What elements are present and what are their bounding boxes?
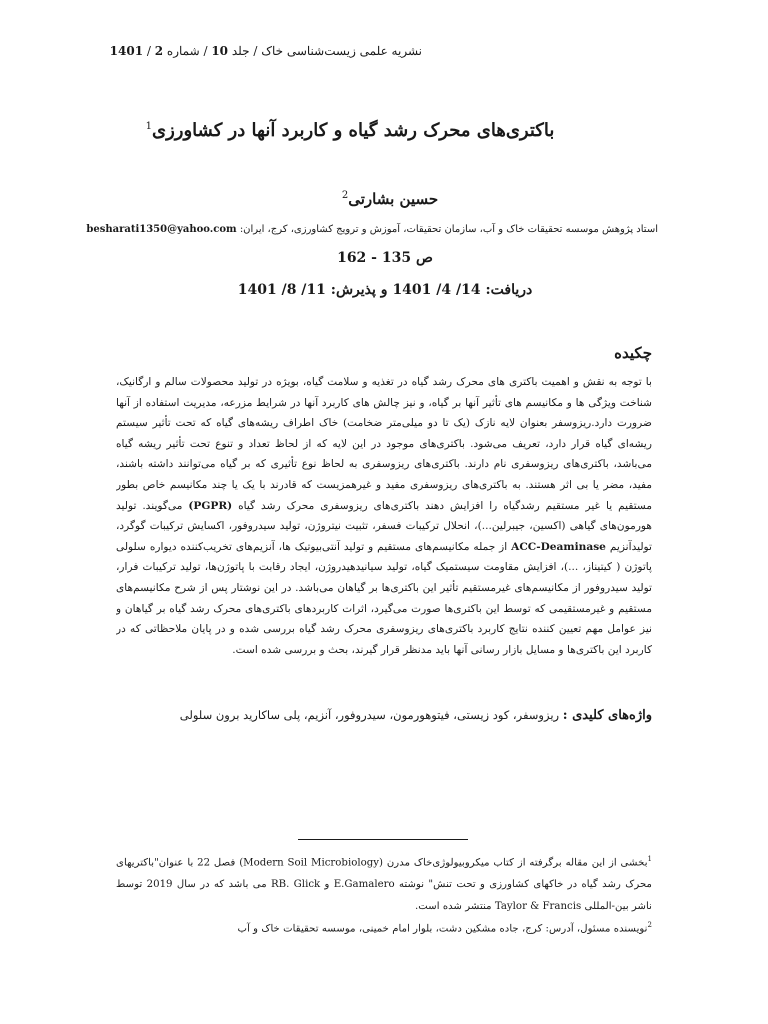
author-name: حسین بشارتی <box>348 190 439 208</box>
abstract-text-part1: با توجه به نقش و اهمیت باکتری های محرک رشد گیاه در تغذیه و سلامت گیاه، بویژه در تولید محصولات سالم و ارگانیک، شناخت ویژگی ها و مکانیسم های تأثیر آنها بر گیاه، و نیز چالش های کاربرد آنها در شرایط مزرعه، مدیریت استفاده از آنها ضرورت دارد.ریزوسفر بعنوان لایه نازک (یک تا دو میلی‌متر ضخامت) خاک اطراف ریشه‌های گیاه که تحت تأثیر سیستم ریشه‌ای گیاه قرار دارد، تعریف می‌شود. باکتری‌های موجود در این لایه که از لحاظ تعداد و تنوع تحت تأثیر ریشه گیاه می‌باشد، باکتری‌های ریزوسفری نام دارند. باکتری‌های ریزوسفری به لحاظ نوع تأثیری که بر گیاه می‌توانند داشته باشند، مفید، مضر یا بی اثر هستند. به باکتری‌های ریزوسفری مفید و غیرهمزیست که قادرند با یک یا چند مکانیسم خاص بطور مستقیم یا غیر مستقیم رشدگیاه را افزایش دهند باکتری‌های ریزوسفری محرک رشد گیاه <box>116 376 652 512</box>
keywords-line <box>150 708 652 732</box>
journal-name: نشریه علمی زیست‌شناسی خاک <box>261 44 422 58</box>
keywords-text: ریزوسفر، کود زیستی، فیتوهورمون، سیدروفور، آنزیم، پلی ساکارید برون سلولی <box>179 708 560 722</box>
title-text: باکتری‌های محرک رشد گیاه و کاربرد آنها در کشاورزی <box>152 120 555 141</box>
abstract-text-part2: می‌گویند. تولید هورمون‌های گیاهی (اکسین، جیبرلین...)، انحلال ترکیبات فسفر، تثبیت نیتروژن، تولید سیدروفور، اکسایش ترکیبات گوگرد، تولیدآنزیم <box>116 499 652 553</box>
keywords-label: واژه‌های کلیدی : <box>562 708 652 723</box>
volume-number: 10 <box>211 44 229 58</box>
affiliation-text: استاد پژوهش موسسه تحقیقات خاک و آب، سازمان تحقیقات، آموزش و ترویج کشاورزی، کرج، ایران: <box>239 224 658 235</box>
footnote-divider <box>298 839 468 840</box>
author-affiliation <box>86 224 658 244</box>
footnote-2 <box>116 914 652 936</box>
footnote-1-mark: 1 <box>647 855 652 863</box>
page-range: ص 135 - 162 <box>337 250 433 266</box>
journal-year: 1401 <box>109 44 144 58</box>
author-email[interactable]: besharati1350@yahoo.com <box>86 224 237 235</box>
article-title <box>120 120 580 152</box>
abstract-acronym: (PGPR) <box>188 499 233 512</box>
received-accepted-dates: دریافت: 14/ 4/ 1401 و پذیرش: 11/ 8/ 1401 <box>237 282 533 298</box>
author-footnote-mark: 2 <box>341 190 349 201</box>
abstract-body <box>116 372 652 690</box>
footnote-1 <box>116 848 652 918</box>
journal-header: نشریه علمی زیست‌شناسی خاک / جلد 10 / شماره 2 / 1401 <box>109 44 422 58</box>
author-line <box>250 190 530 216</box>
abstract-text-part3: از جمله مکانیسم‌های مستقیم و تولید آنتی‌بیوتیک ها، آنزیم‌های تخریب‌کننده دیواره سلولی پاتوژن ( کیتیناز، ...)، افزایش مقاومت سیستمیک گیاه، تولید سیانیدهیدروژن، ایجاد رقابت با پاتوژن‌ها، تولید ترکیبات فرار، تولید سیدروفور از مکانیسم‌های غیرمستقیم تأثیر این باکتری‌ها بر گیاهان می‌باشد. در این نوشتار پس از شرح مکانیسم‌های مستقیم و غیرمستقیمی که توسط این باکتری‌ها صورت می‌گیرد، اثرات کاربردهای باکتری‌های محرک رشد گیاه بر گیاهان و نیز عوامل مهم تعیین کننده نتایج کاربرد باکتری‌های ریزوسفری محرک رشد گیاه بررسی شده و در پایان ملاحظاتی که در کاربرد این باکتری‌ها و مسایل بازار رسانی آنها باید مدنظر قرار گیرند، بحث و بررسی شده است. <box>116 540 652 656</box>
abstract-enzyme: ACC-Deaminase <box>511 540 606 553</box>
volume-label: جلد <box>231 44 250 58</box>
issue-number: 2 <box>154 44 164 58</box>
title-footnote-mark: 1 <box>145 121 153 132</box>
footnote-2-text: نویسنده مسئول، آدرس: کرج، جاده مشکین دشت، بلوار امام خمینی، موسسه تحقیقات خاک و آب <box>237 923 648 935</box>
footnote-2-mark: 2 <box>647 921 652 929</box>
abstract-heading: چکیده <box>614 344 652 362</box>
issue-label: شماره <box>166 44 200 58</box>
footnote-1-text: بخشی از این مقاله برگرفته از کتاب میکروبیولوژی‌خاک مدرن (Modern Soil Microbiology) فصل 22 با عنوان"باکتریهای محرک رشد گیاه در خاکهای کشاورزی و تحت تنش" نوشته E.Gamalero و RB. Glick می باشد که در سال 2019 توسط ناشر بین-المللی Taylor & Francis منتشر شده است. <box>116 857 652 913</box>
